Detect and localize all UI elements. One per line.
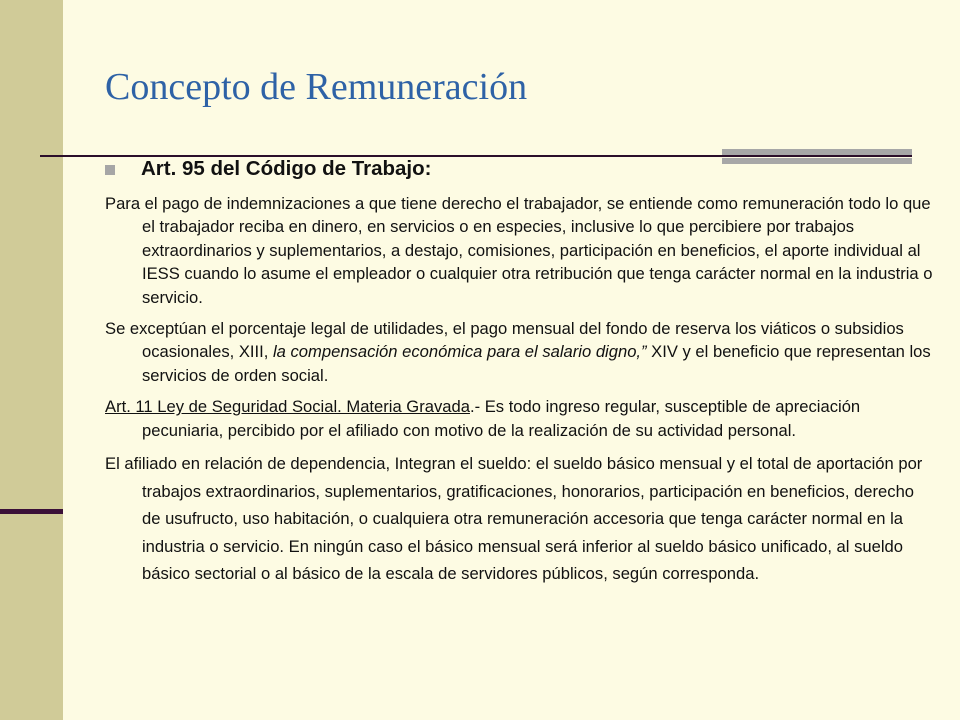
square-bullet-icon bbox=[105, 165, 115, 175]
exceptions-text-b: XIV y el beneficio que representan los servicios de orden social. bbox=[142, 342, 931, 385]
heading-text: Art. 95 del Código de Trabajo: bbox=[141, 157, 432, 180]
exceptions-text-a: Se exceptúan el porcentaje legal de utilidades, el pago mensual del fondo de reserva los viáticos o subsidios ocasionales, XIII, bbox=[105, 319, 904, 362]
art-11-reference: Art. 11 Ley de Seguridad Social. Materia Gravada bbox=[105, 397, 470, 417]
slide-title: Concepto de Remuneración bbox=[105, 66, 528, 108]
paragraph-art-95: Para el pago de indemnizaciones a que tiene derecho el trabajador, se entiende como remuneración todo lo que el trabajador reciba en dinero, en servicios o en especies, inclusive lo que percibiere por trabajos extraordinarios y suplementarios, a destajo, comisiones, participación en beneficios, el aporte individual al IESS cuando lo asume el empleador o cualquier otra retribución que tenga carácter normal en la industria o servicio. bbox=[105, 194, 933, 307]
art-11-text: .- Es todo ingreso regular, susceptible de apreciación pecuniaria, percibido por el afiliado con motivo de la realización de su actividad personal. bbox=[142, 397, 861, 440]
bullet-heading bbox=[105, 155, 935, 183]
paragraph-affiliate: El afiliado en relación de dependencia, Integran el sueldo: el sueldo básico mensual y el total de aportación por trabajos extraordinarios, suplementarios, gratificaciones, honorarios, participación en beneficios, derecho de usufructo, uso habitación, o cualquiera otra remuneración accesoria que tenga carácter normal en la industria o servicio. En ningún caso el básico mensual será inferior al sueldo básico unificado, al sueldo básico sectorial o al básico de la escala de servidores públicos, según corresponda. bbox=[105, 454, 923, 584]
sidebar-accent-line bbox=[0, 509, 63, 514]
slide-body bbox=[105, 155, 935, 596]
paragraph-exceptions bbox=[105, 317, 935, 387]
exceptions-italic: la compensación económica para el salario digno,” bbox=[272, 342, 647, 362]
left-sidebar-band bbox=[0, 0, 63, 720]
paragraph-art-11 bbox=[105, 395, 935, 442]
